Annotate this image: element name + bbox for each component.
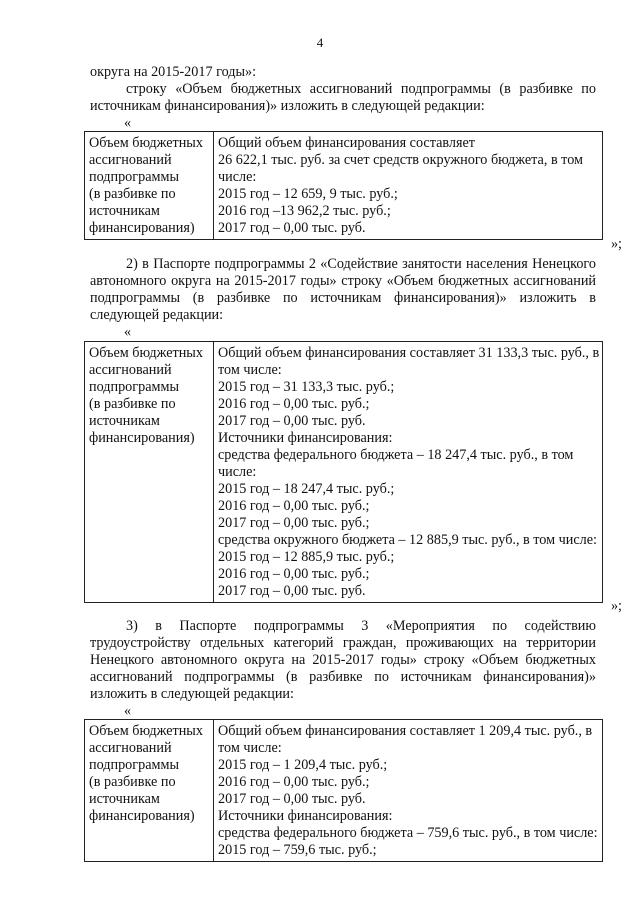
item-3-line-3: Ненецкого автономного округа на 2015-2017 годы» строку «Объем бюджетных (90, 652, 596, 668)
label-line: (в разбивке по (89, 396, 176, 412)
value-line: 2016 год – 0,00 тыс. руб.; (218, 566, 370, 582)
item-2-line-1: 2) в Паспорте подпрограммы 2 «Содействие занятости населения Ненецкого (126, 256, 596, 272)
value-line: 2015 год – 1 209,4 тыс. руб.; (218, 757, 388, 773)
value-line: 2015 год – 18 247,4 тыс. руб.; (218, 481, 395, 497)
label-line: Объем бюджетных (89, 345, 203, 361)
value-line: Источники финансирования: (218, 808, 393, 824)
label-line: подпрограммы (89, 757, 179, 773)
label-line: финансирования) (89, 220, 195, 236)
table-1-label-cell (85, 132, 214, 240)
label-line: Объем бюджетных (89, 723, 203, 739)
value-line: 2017 год – 0,00 тыс. руб. (218, 791, 366, 807)
value-line: 2016 год – 0,00 тыс. руб.; (218, 498, 370, 514)
intro-line-3: источникам финансирования)» изложить в следующей редакции: (90, 98, 485, 114)
label-line: (в разбивке по (89, 774, 176, 790)
budget-table-1 (84, 131, 603, 240)
value-line: 2017 год – 0,00 тыс. руб. (218, 413, 366, 429)
value-line: том числе: (218, 740, 282, 756)
value-line: Общий объем финансирования составляет 1 209,4 тыс. руб., в (218, 723, 593, 739)
value-line: 2017 год – 0,00 тыс. руб.; (218, 515, 370, 531)
table-3-value-cell (214, 720, 603, 862)
value-line: 2015 год – 759,6 тыс. руб.; (218, 842, 377, 858)
value-line: Общий объем финансирования составляет 31 133,3 тыс. руб., в (218, 345, 600, 361)
table-1-value-cell (214, 132, 603, 240)
value-line: числе: (218, 464, 257, 480)
value-line: 2016 год – 0,00 тыс. руб.; (218, 396, 370, 412)
label-line: ассигнований (89, 152, 172, 168)
page-number: 4 (316, 35, 324, 50)
value-line: 2016 год –13 962,2 тыс. руб.; (218, 203, 391, 219)
value-line: Источники финансирования: (218, 430, 393, 446)
item-3-line-1: 3) в Паспорте подпрограммы 3 «Мероприятия по содействию (126, 618, 596, 634)
value-line: 2017 год – 0,00 тыс. руб. (218, 220, 366, 236)
item-3-line-5: изложить в следующей редакции: (90, 686, 294, 702)
value-line: числе: (218, 169, 257, 185)
value-line: средства федерального бюджета – 18 247,4 тыс. руб., в том (218, 447, 574, 463)
budget-table-3 (84, 719, 603, 862)
label-line: подпрограммы (89, 379, 179, 395)
label-line: финансирования) (89, 430, 195, 446)
value-line: том числе: (218, 362, 282, 378)
label-line: (в разбивке по (89, 186, 176, 202)
item-3-line-2: трудоустройству отдельных категорий граждан, проживающих на территории (90, 635, 596, 651)
value-line: 26 622,1 тыс. руб. за счет средств окружного бюджета, в том (218, 152, 584, 168)
budget-table-2 (84, 341, 603, 603)
item-2-line-3: подпрограммы (в разбивке по источникам финансирования)» изложить в (90, 290, 596, 306)
label-line: ассигнований (89, 362, 172, 378)
value-line: Общий объем финансирования составляет (218, 135, 475, 151)
label-line: финансирования) (89, 808, 195, 824)
item-3-line-4: ассигнований подпрограммы (в разбивке по источникам финансирования)» (90, 669, 596, 685)
value-line: 2016 год – 0,00 тыс. руб.; (218, 774, 370, 790)
value-line: средства окружного бюджета – 12 885,9 тыс. руб., в том числе: (218, 532, 598, 548)
value-line: 2015 год – 12 659, 9 тыс. руб.; (218, 186, 398, 202)
item-2-line-2: автономного округа на 2015-2017 годы» строку «Объем бюджетных ассигнований (90, 273, 596, 289)
table-3-label-cell (85, 720, 214, 862)
label-line: источникам (89, 203, 160, 219)
intro-line-2: строку «Объем бюджетных ассигнований подпрограммы (в разбивке по (126, 81, 596, 97)
label-line: источникам (89, 791, 160, 807)
value-line: 2015 год – 12 885,9 тыс. руб.; (218, 549, 395, 565)
open-quote-1: « (124, 115, 132, 131)
close-quote-2: »; (610, 598, 622, 614)
label-line: Объем бюджетных (89, 135, 203, 151)
label-line: ассигнований (89, 740, 172, 756)
value-line: 2017 год – 0,00 тыс. руб. (218, 583, 366, 599)
table-2-label-cell (85, 342, 214, 603)
item-2-line-4: следующей редакции: (90, 307, 224, 323)
value-line: средства федерального бюджета – 759,6 тыс. руб., в том числе: (218, 825, 598, 841)
label-line: подпрограммы (89, 169, 179, 185)
label-line: источникам (89, 413, 160, 429)
close-quote-1: »; (610, 236, 622, 252)
intro-line-1: округа на 2015-2017 годы»: (90, 64, 257, 80)
open-quote-3: « (124, 703, 132, 719)
table-2-value-cell (214, 342, 603, 603)
open-quote-2: « (124, 324, 132, 340)
value-line: 2015 год – 31 133,3 тыс. руб.; (218, 379, 395, 395)
